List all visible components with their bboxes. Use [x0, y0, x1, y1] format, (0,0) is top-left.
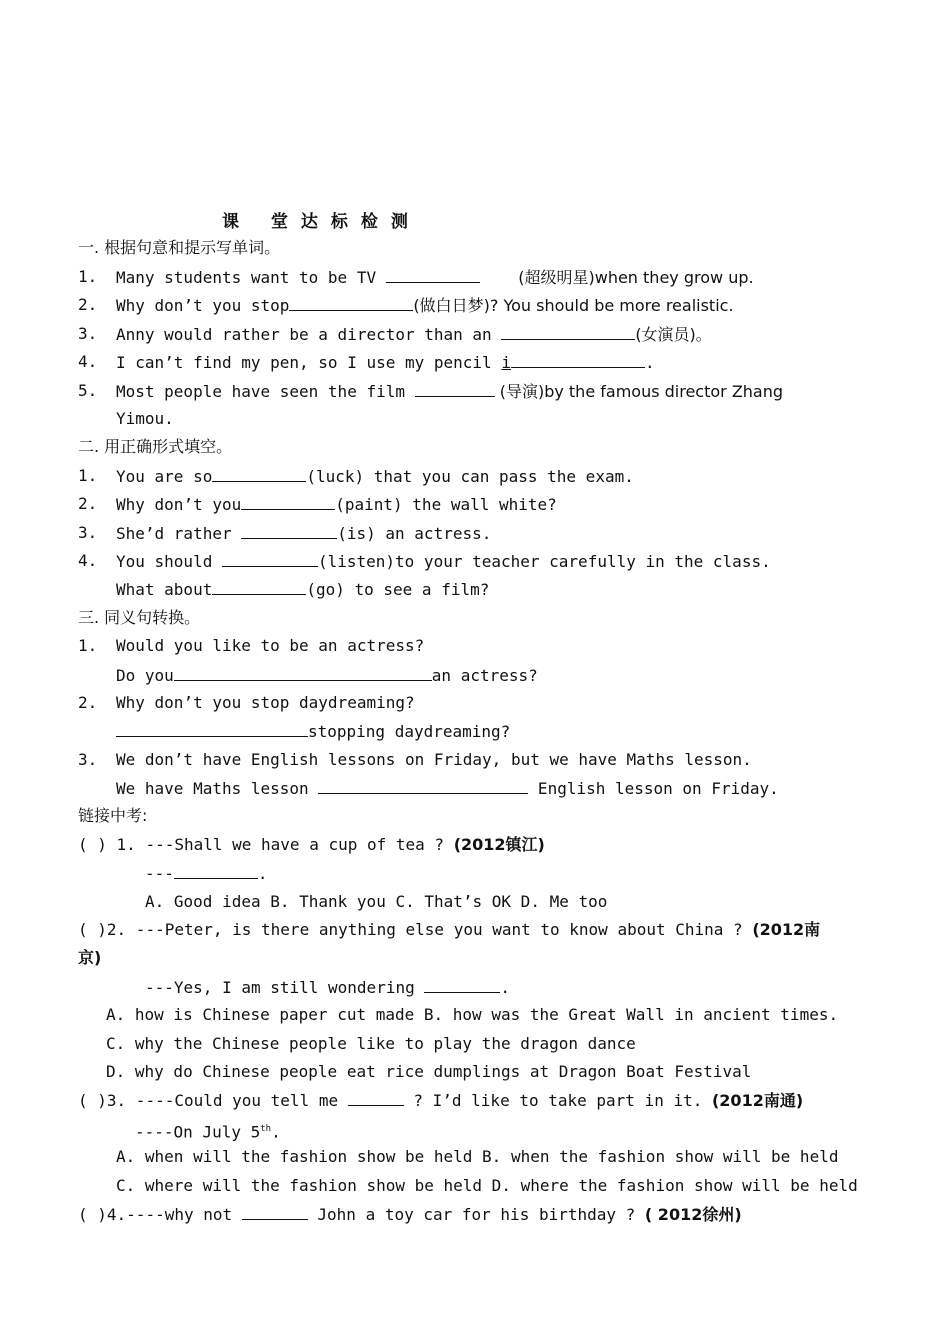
worksheet-page: 课 堂达标检测 一. 根据句意和提示写单词。 1. Many students want to be TV (超级明星)when they grow up. 2. Why don’t you stop (做白日梦)? You should be more realistic. 3. Anny would rather be a director than an (女演员)。 4. I can’t find my pen, so I use my pencil i . 5. Most people have seen the film (导演)by the famous director Zhang Yimou. 二. 用正确形式填空。 1. You are so (luck) that you can pass the exam. 2. Why don’t you (paint) the wall white? 3. She’d rather (is) an actress. 4. You should (listen)to your teacher carefully in the class. What about (go) to see a film? 三. 同义句转换。 1. Would you like to be an actress? Do you an actress? 2. Why don’t you stop daydreaming? stopping daydreaming? 3. We don’t have English lessons on Friday, but we have Maths lesson. We have Maths lesson English lesson on Friday. 链接中考: ( ) 1. ---Shall we have a cup of tea ? (2012镇江) --- . A. Good idea B. Thank you C. That’s OK D. Me too ( )2. ---Peter, is there anything else you want to know about China ? (2012南 京) ---Yes, I am still wondering . A. how is Chinese paper cut made B. how was the Great Wall in ancient times. C. why the Chinese people like to play the dragon dance D. why do Chinese people eat rice dumplings at Dragon Boat Festival ( )3. ----Could you tell me ? I’d like to take part in it. (2012南通) ----On July 5th. A. when will the fashion show be held B. when the fashion show will be held C. where will the fashion show be held D. where the fashion show will be held ( )4.----why not John a toy car for his birthday ? ( 2012徐州) — [0, 0, 950, 1342]
q1-answer: --- . — [145, 864, 268, 883]
q3-stem: ( )3. ----Could you tell me ? I’d like to take part in it. (2012南通) — [78, 1091, 804, 1110]
s1-item-5-cont: Yimou. — [116, 409, 174, 428]
answer-blank[interactable] — [174, 863, 258, 879]
q2-answer: ---Yes, I am still wondering . — [145, 978, 510, 997]
answer-paren[interactable]: ( ) — [78, 835, 107, 854]
q2-stem: ( )2. ---Peter, is there anything else you want to know about China ? (2012南 — [78, 920, 821, 939]
answer-blank[interactable] — [511, 352, 645, 368]
q2-option-c: C. why the Chinese people like to play the dragon dance — [106, 1034, 636, 1053]
q3-options-ab: A. when will the fashion show be held B. when the fashion show will be held — [116, 1147, 839, 1166]
section-2-heading: 二. 用正确形式填空。 — [78, 437, 233, 456]
q1-options: A. Good idea B. Thank you C. That’s OK D. Me too — [145, 892, 608, 911]
section-1-heading: 一. 根据句意和提示写单词。 — [78, 238, 281, 257]
answer-blank[interactable] — [348, 1090, 404, 1106]
answer-blank[interactable] — [424, 977, 500, 993]
q2-option-d: D. why do Chinese people eat rice dumplings at Dragon Boat Festival — [106, 1062, 752, 1081]
section-3-heading: 三. 同义句转换。 — [78, 608, 201, 627]
answer-blank[interactable] — [241, 494, 335, 510]
answer-blank[interactable] — [318, 778, 528, 794]
q1-stem: ( ) 1. ---Shall we have a cup of tea ? (2012镇江) — [78, 835, 545, 854]
answer-blank[interactable] — [289, 295, 413, 311]
answer-paren[interactable]: ( ) — [78, 1091, 107, 1110]
answer-blank[interactable] — [212, 579, 306, 595]
source-tag: (2012南通) — [711, 1091, 804, 1110]
page-title: 课 堂达标检测 — [222, 212, 421, 232]
answer-blank[interactable] — [212, 466, 306, 482]
answer-blank[interactable] — [501, 324, 635, 340]
answer-blank[interactable] — [241, 523, 337, 539]
source-tag: ( 2012徐州) — [644, 1205, 742, 1224]
answer-blank[interactable] — [222, 551, 318, 567]
q3-options-cd: C. where will the fashion show be held D. where the fashion show will be held — [116, 1176, 858, 1195]
answer-blank[interactable] — [386, 267, 480, 283]
source-tag: (2012镇江) — [453, 835, 545, 854]
q4-stem: ( )4.----why not John a toy car for his birthday ? ( 2012徐州) — [78, 1205, 742, 1224]
q3-answer: ----On July 5th. — [135, 1122, 281, 1142]
answer-paren[interactable]: ( ) — [78, 1205, 107, 1224]
answer-blank[interactable] — [174, 665, 432, 681]
answer-blank[interactable] — [116, 721, 308, 737]
section-4-heading: 链接中考: — [78, 806, 148, 825]
q2-options-ab: A. how is Chinese paper cut made B. how was the Great Wall in ancient times. — [106, 1005, 839, 1024]
source-tag: (2012南 — [752, 920, 821, 939]
answer-blank[interactable] — [242, 1204, 308, 1220]
answer-paren[interactable]: ( ) — [78, 920, 107, 939]
q2-source-cont: 京) — [78, 948, 102, 967]
answer-blank[interactable] — [415, 381, 495, 397]
